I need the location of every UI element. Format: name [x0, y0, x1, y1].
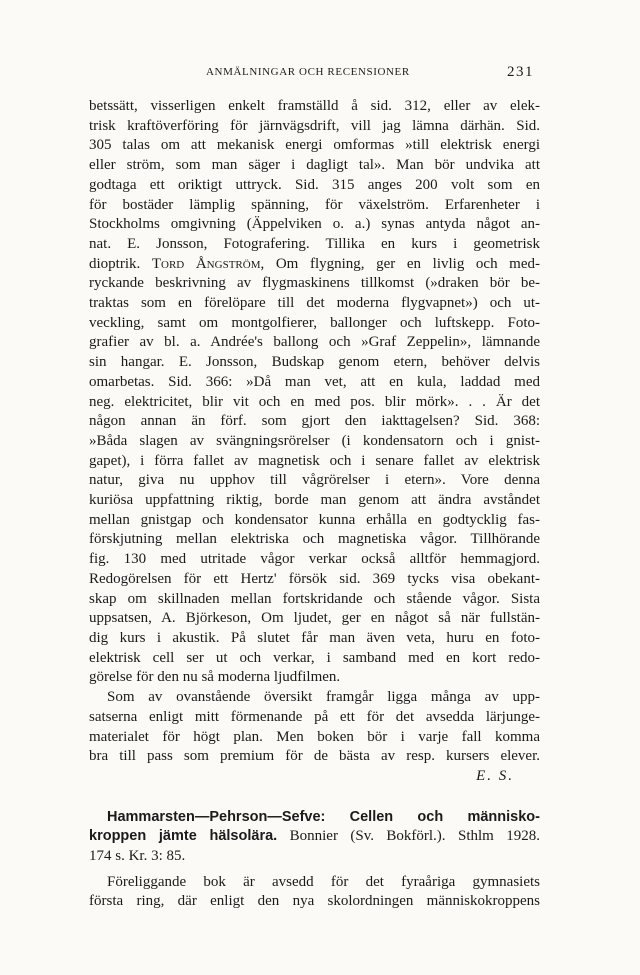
text-line: satserna enligt mitt förmenande på ett för det avsedda lärjunge-: [89, 708, 540, 725]
review-1: [89, 97, 540, 787]
text-fragment: , Om flygning, ger en livlig och med-: [260, 255, 540, 272]
section-gap: [89, 787, 540, 808]
text-line: uppsatsen, A. Björkeson, Om ljudet, ger en något så när fullstän-: [89, 610, 540, 627]
text-line: materialet för högt plan. Men boken bör i varje fall komma: [89, 728, 540, 745]
text-line: neg. elektricitet, blir vit och en med pos. blir mörk». . . Är det: [89, 393, 540, 410]
text-line: 305 talas om att mekanisk energi omformas »till elektrisk energi: [89, 137, 540, 154]
text-line: första ring, där enligt den nya skolordningen människokroppens: [89, 893, 540, 910]
text-line: veckling, samt om montgolfierer, ballonger och luftskepp. Foto-: [89, 314, 540, 331]
text-line: godtaga ett oriktigt uttryck. Sid. 315 anges 200 volt som en: [89, 176, 540, 193]
text-line: elektrisk cell ser ut och verkar, i samband med en kort redo-: [89, 649, 540, 666]
text-line: omarbetas. Sid. 366: »Då man vet, att en kula, laddad med: [89, 373, 540, 390]
text-line: betssätt, visserligen enkelt framställd å sid. 312, eller av elek-: [89, 98, 540, 114]
text-line: eller ström, som man säger i dagligt tal». Man bör undvika att: [89, 157, 540, 174]
text-line: Föreliggande bok är avsedd för det fyraåriga gymnasiets: [107, 873, 540, 890]
running-title: ANMÄLNINGAR OCH RECENSIONER: [206, 66, 410, 78]
text-line: traktas som en förelöpare till det moderna flygvapnet») och ut-: [89, 295, 540, 312]
author-name: Tord Ångström: [151, 255, 261, 272]
text-line: skap om skillnaden mellan fortskridande och stående vågor. Sista: [89, 590, 540, 607]
review-title-continued: [89, 827, 540, 847]
text-line: dig kurs i akustik. På slutet får man även veta, huru en foto-: [89, 629, 540, 646]
text-line: natur, giva nu upphov till vågrörelser i etern». Vore denna: [89, 472, 540, 489]
running-head: [0, 66, 640, 86]
text-line: grafier av bl. a. Andrée's ballong och »Graf Zeppelin», lämnande: [89, 334, 540, 351]
text-line: sin hangar. E. Jonsson, Budskap genom etern, behöver delvis: [89, 354, 540, 371]
text-line-with-author: [89, 255, 540, 275]
publisher-info: Bonnier (Sv. Bokförl.). Sthlm 1928.: [277, 828, 540, 845]
text-line: förskjutning mellan elektriska och magnetiska vågor. Tillhörande: [89, 531, 540, 548]
text-fragment: dioptrik.: [89, 255, 152, 272]
text-line: kuriösa uppfattning riktig, borde man genom att ändra avståndet: [89, 492, 540, 509]
text-line: gapet), i förra fallet av magnetisk och i senare fallet av elektrisk: [89, 452, 540, 469]
text-line: görelse för den nu så moderna ljudfilmen.: [89, 669, 341, 686]
price-info: 174 s. Kr. 3: 85.: [89, 848, 186, 865]
text-line: nat. E. Jonsson, Fotografering. Tillika en kurs i geometrisk: [89, 235, 540, 252]
text-line: fig. 130 med utritade vågor verkar också alltför hemmagjord.: [89, 551, 540, 568]
text-line: »Båda slagen av svängningsrörelser (i kondensatorn och i gnist-: [89, 432, 540, 449]
text-line: mellan gnistgap och kondensator kunna erhålla en godtycklig fas-: [89, 511, 540, 528]
reviewer-signature: E. S.: [476, 767, 514, 784]
text-line: trisk kraftöverföring för järnvägsdrift, vill jag lämna därhän. Sid.: [89, 117, 540, 134]
review-2: [89, 808, 540, 913]
text-line: Stockholms omgivning (Äppelviken o. a.) synas antyda något an-: [89, 216, 540, 233]
text-line: för bostäder lämplig spänning, för växelström. Erfarenheter i: [89, 196, 540, 213]
text-line: någon annan än förf. som gjort den iakttagelsen? Sid. 368:: [89, 413, 540, 430]
text-line: Som av ovanstående översikt framgår ligga många av upp-: [107, 689, 540, 706]
review-title: Hammarsten—Pehrson—Sefve: Cellen och människo-: [107, 808, 540, 825]
text-line: bra till pass som premium för de bästa av resp. kursers elever.: [89, 748, 540, 765]
text-line: Redogörelsen för ett Hertz' försök sid. 369 tycks visa obekant-: [89, 570, 540, 587]
text-line: ryckande beskrivning av flygmaskinens tillkomst (»draken bör be-: [89, 275, 540, 292]
page-number: 231: [507, 64, 534, 80]
body-text: [89, 97, 540, 912]
review-title-bold: kroppen jämte hälsolära.: [89, 828, 278, 845]
